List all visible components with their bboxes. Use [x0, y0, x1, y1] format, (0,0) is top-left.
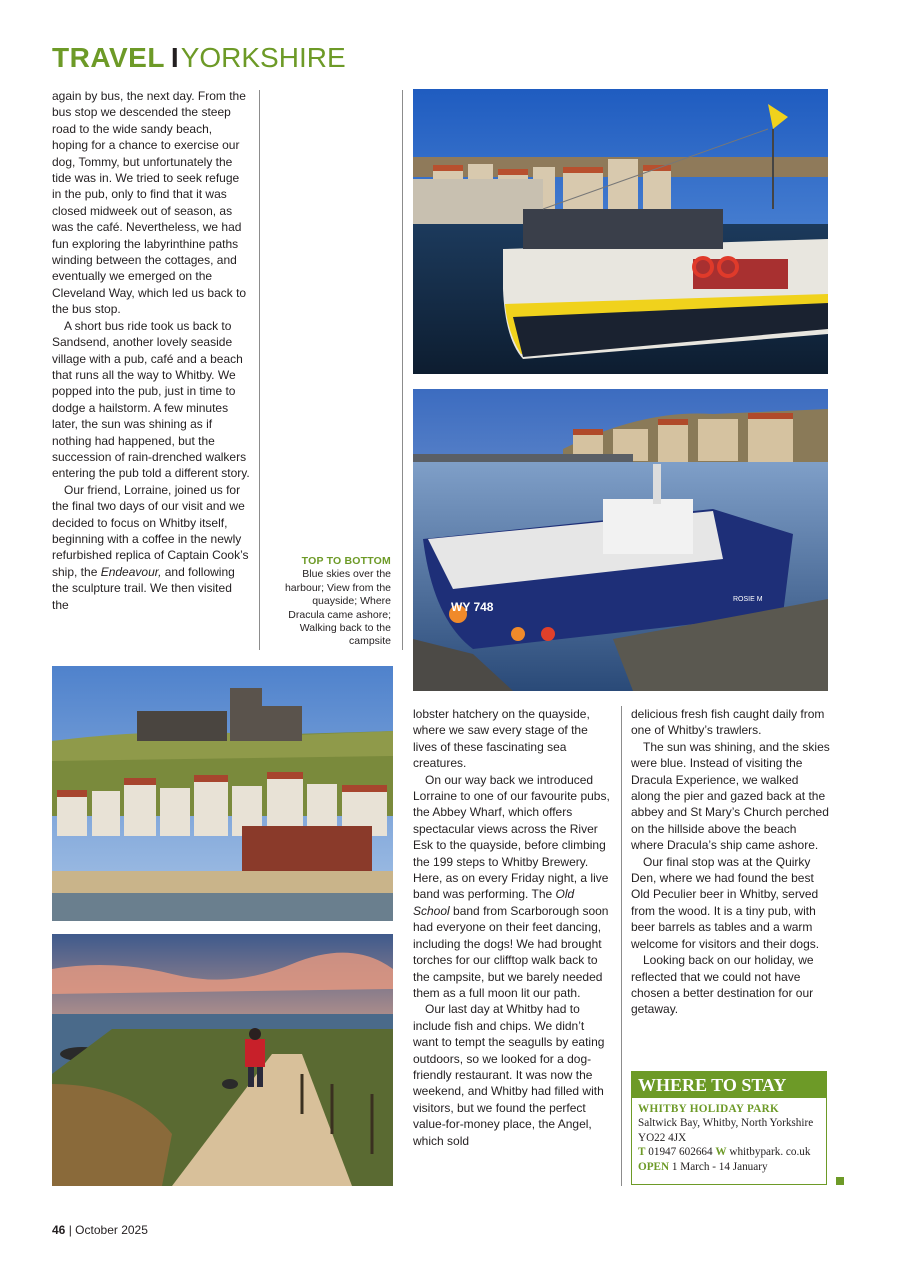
section-header	[52, 40, 346, 76]
section-title: TRAVEL	[52, 42, 165, 73]
section-topic: YORKSHIRE	[180, 42, 346, 73]
paragraph: Our final stop was at the Quirky Den, where we had found the best Old Peculier beer in Whitby, served from the wood. It is a tiny pub, with beer barrels as tables and a warm welcome for visitors and their dogs.	[631, 854, 820, 951]
paragraph: delicious fresh fish caught daily from one of Whitby’s trawlers.	[631, 707, 825, 738]
header-separator: I	[170, 42, 179, 73]
page-number: 46	[52, 1223, 66, 1237]
photo-clifftop-walk	[52, 934, 393, 1186]
hull-mark: WY 748	[451, 600, 494, 614]
page-footer: 46 | October 2025	[52, 1223, 148, 1237]
hull-name: ROSIE M	[733, 596, 763, 603]
column-rule	[259, 90, 260, 650]
paragraph: lobster hatchery on the quayside, where we saw every stage of the lives of these fascinating sea creatures.	[413, 707, 590, 771]
venue-opening: 1 March - 14 January	[671, 1160, 768, 1173]
photo-abbey-hillside	[52, 666, 393, 921]
article-column-1	[52, 88, 250, 654]
paragraph: again by bus, the next day. From the bus stop we descended the steep road to the wide sandy beach, hoping for a chance to exercise our dog, Tommy, but unfortunately the tide was in. We tried to seek refuge in the pub, only to find that it was closed midweek out of season, as was the café. Nevertheless, we had fun exploring the labyrinthine paths winding between the cottages, and eventually we emerged on the Cleveland Way, which led us back to the bus stop.	[52, 89, 247, 317]
paragraph: Our last day at Whitby had to include fish and chips. We didn’t want to tempt the seagulls by eating outdoors, so we looked for a dog-friendly restaurant. It was now the weekend, and Whitby had filled with visitors, but we found the perfect value-for-money place, the Angel, which sold	[413, 1002, 605, 1148]
photo-quayside-boat	[413, 389, 828, 691]
photo-harbour-boat	[413, 89, 828, 374]
where-to-stay-box	[631, 1071, 827, 1185]
end-of-article-square	[836, 1177, 844, 1185]
paragraph: Looking back on our holiday, we reflected that we could not have chosen a better destination for our getaway.	[631, 953, 814, 1017]
article-column-4	[631, 706, 831, 1066]
venue-website: whitbypark. co.uk	[729, 1146, 811, 1159]
issue-date: October 2025	[75, 1223, 148, 1237]
where-to-stay-title: WHERE TO STAY	[632, 1072, 826, 1098]
venue-address: Saltwick Bay, Whitby, North Yorkshire YO22 4JX	[638, 1117, 814, 1144]
venue-phone: 01947 602664	[648, 1146, 713, 1159]
article-column-3	[413, 706, 611, 1190]
venue-name: WHITBY HOLIDAY PARK	[638, 1103, 780, 1115]
paragraph: A short bus ride took us back to Sandsend, another lovely seaside village with a pub, café and a beach that runs all the way to Whitby. We popped into the pub, just in time to dodge a hailstorm. A few minutes later, the sun was shining as if nothing had happened, but the succession of rain-drenched walkers entering the pub told a different story.	[52, 318, 250, 481]
photo-caption	[282, 555, 391, 649]
paragraph: The sun was shining, and the skies were blue. Instead of visiting the Dracula Experience, we walked along the pier and gazed back at the abbey and St Mary’s Church perched on the hillside above the beach where Dracula’s ship came ashore.	[631, 739, 830, 853]
paragraph: On our way back we introduced Lorraine to one of our favourite pubs, the Abbey Wharf, which offers spectacular views across the River Esk to the quayside, before climbing the 199 steps to Whitby Brewery. Here, as on every Friday night, a live band was performing. The Old School band from Scarborough soon had everyone on their feet dancing, including the dogs! We had brought torches for our clifftop walk back to the campsite, but we barely needed them as a full moon lit our path.	[413, 772, 610, 1000]
paragraph: Our friend, Lorraine, joined us for the final two days of our visit and we decided to focus on Whitby itself, beginning with a coffee in the newly refurbished replica of Captain Cook’s ship, the Endeavour, and following the sculpture trail. We then visited the	[52, 482, 249, 612]
caption-text: Blue skies over the harbour; View from the quayside; Where Dracula came ashore; Walking back to the campsite	[284, 568, 391, 648]
venue-contact: T 01947 602664 W whitbypark. co.uk OPEN 1 March - 14 January	[638, 1146, 811, 1173]
where-to-stay-details	[632, 1098, 826, 1174]
column-rule	[621, 706, 622, 1186]
column-rule	[402, 90, 403, 650]
caption-heading: TOP TO BOTTOM	[301, 555, 391, 567]
